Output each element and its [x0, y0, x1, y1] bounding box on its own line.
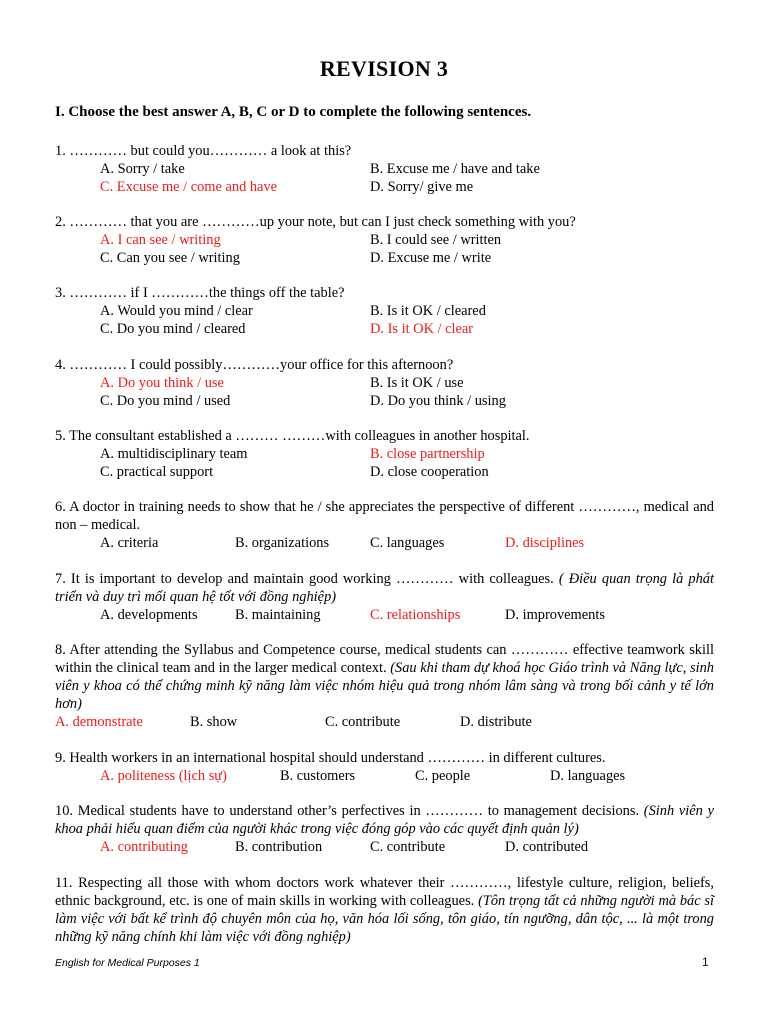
question-2-option-a: A. I can see / writing [100, 232, 221, 248]
question-4-option-b: B. Is it OK / use [370, 375, 464, 391]
question-4 [55, 356, 714, 410]
question-8-translation: (Sau khi tham dự khoá học Giáo trình và Năng lực, sinh viên y khoa có thể chứng minh kỹ năng làm việc nhóm hiệu quả trong nhóm lâm sàng và trong bối cảnh y tế lớn hơn) [55, 660, 714, 712]
question-5-options-row-2 [55, 463, 714, 481]
question-8-option-a: A. demonstrate [55, 714, 143, 730]
question-10 [55, 802, 714, 856]
question-3-option-d: D. Is it OK / clear [370, 321, 474, 337]
question-5-options-row-1 [55, 445, 714, 463]
question-7-options [55, 606, 714, 624]
question-11-translation: (Tôn trọng tất cả những người mà bác sĩ làm việc với bất kể trình độ chuyên môn của họ, văn hóa lối sống, tôn giáo, tín ngưỡng, dân tộc, ... là một trong những kỹ năng chính khi làm việc với đồng nghiệp) [55, 893, 714, 945]
question-5-option-d: D. close cooperation [370, 464, 489, 480]
question-5 [55, 427, 714, 481]
question-4-stem: 4. ………… I could possibly…………your office for this afternoon? [55, 357, 454, 373]
question-6-options [55, 534, 714, 552]
question-1 [55, 142, 714, 196]
question-9-options [55, 767, 714, 785]
section-heading: I. Choose the best answer A, B, C or D to complete the following sentences. [55, 104, 532, 120]
question-3-option-c: C. Do you mind / cleared [100, 321, 246, 337]
question-4-option-d: D. Do you think / using [370, 393, 506, 409]
question-9-option-d: D. languages [550, 768, 626, 784]
question-2-options-row-2 [55, 249, 714, 267]
question-4-options-row-2 [55, 392, 714, 410]
question-9-option-a: A. politeness (lịch sự) [100, 768, 227, 784]
question-2-options-row-1 [55, 231, 714, 249]
question-3-options-row-1 [55, 302, 714, 320]
footer-page-number: 1 [702, 955, 709, 969]
question-7-option-d: D. improvements [505, 607, 605, 623]
question-8-options [55, 713, 714, 731]
question-8 [55, 641, 714, 731]
question-5-stem: 5. The consultant established a ……… ………with colleagues in another hospital. [55, 428, 530, 444]
question-4-option-a: A. Do you think / use [100, 375, 224, 391]
question-1-options-row-1 [55, 160, 714, 178]
question-9-option-b: B. customers [280, 768, 356, 784]
question-6 [55, 498, 714, 552]
question-3-option-a: A. Would you mind / clear [100, 303, 253, 319]
question-2-stem: 2. ………… that you are …………up your note, but can I just check something with you? [55, 214, 576, 230]
question-10-option-c: C. contribute [370, 839, 446, 855]
question-8-option-d: D. distribute [460, 714, 532, 730]
question-3 [55, 284, 714, 338]
question-6-option-c: C. languages [370, 535, 445, 551]
question-7-translation: ( Điều quan trọng là phát triển và duy trì mối quan hệ tốt với đồng nghiệp) [55, 571, 714, 605]
question-5-option-a: A. multidisciplinary team [100, 446, 248, 462]
question-10-option-b: B. contribution [235, 839, 323, 855]
question-1-options-row-2 [55, 178, 714, 196]
question-10-option-a: A. contributing [100, 839, 188, 855]
question-10-option-d: D. contributed [505, 839, 589, 855]
question-7 [55, 570, 714, 624]
question-6-option-b: B. organizations [235, 535, 330, 551]
question-1-option-c: C. Excuse me / come and have [100, 179, 278, 195]
question-11 [55, 874, 714, 946]
question-4-option-c: C. Do you mind / used [100, 393, 231, 409]
question-10-text: 10. Medical students have to understand other’s perfectives in ………… to management decisions. [55, 803, 640, 819]
question-1-option-d: D. Sorry/ give me [370, 179, 474, 195]
question-2-option-b: B. I could see / written [370, 232, 502, 248]
question-3-option-b: B. Is it OK / cleared [370, 303, 486, 319]
question-8-option-b: B. show [190, 714, 238, 730]
question-10-options [55, 838, 714, 856]
footer-course-title: English for Medical Purposes 1 [55, 957, 200, 969]
question-8-stem [55, 641, 714, 713]
question-6-option-a: A. criteria [100, 535, 159, 551]
question-1-option-b: B. Excuse me / have and take [370, 161, 540, 177]
question-9-option-c: C. people [415, 768, 471, 784]
question-3-options-row-2 [55, 320, 714, 338]
question-10-translation: (Sinh viên y khoa phải hiểu quan điểm của người khác trong việc đóng góp vào các quyết định quản lý) [55, 803, 714, 837]
question-4-options-row-1 [55, 374, 714, 392]
question-8-text: 8. After attending the Syllabus and Competence course, medical students can ………… effective teamwork skill within the clinical team and in the larger medical context. [55, 642, 714, 676]
question-3-stem: 3. ………… if I …………the things off the table? [55, 285, 345, 301]
question-5-option-c: C. practical support [100, 464, 214, 480]
page-title: REVISION 3 [319, 56, 449, 81]
question-7-option-a: A. developments [100, 607, 198, 623]
question-8-option-c: C. contribute [325, 714, 401, 730]
question-7-text: 7. It is important to develop and maintain good working ………… with colleagues. [55, 571, 554, 587]
question-5-option-b: B. close partnership [370, 446, 485, 462]
question-7-option-c: C. relationships [370, 607, 461, 623]
question-9-stem: 9. Health workers in an international hospital should understand ………… in different cultures. [55, 750, 606, 766]
question-1-stem: 1. ………… but could you………… a look at this? [55, 143, 352, 159]
question-2-option-c: C. Can you see / writing [100, 250, 240, 266]
question-1-option-a: A. Sorry / take [100, 161, 185, 177]
question-9 [55, 749, 714, 785]
question-6-stem: 6. A doctor in training needs to show that he / she appreciates the perspective of different …………, medical and non – medical. [55, 499, 714, 533]
question-11-text: 11. Respecting all those with whom doctors work whatever their …………, lifestyle culture, religion, beliefs, ethnic background, etc. is one of main skills in working with colleagues. [55, 875, 714, 909]
question-6-option-d: D. disciplines [505, 535, 585, 551]
question-2 [55, 213, 714, 267]
question-7-option-b: B. maintaining [235, 607, 321, 623]
question-7-stem [55, 570, 714, 606]
question-10-stem [55, 802, 714, 838]
question-11-stem [55, 874, 714, 946]
question-2-option-d: D. Excuse me / write [370, 250, 492, 266]
